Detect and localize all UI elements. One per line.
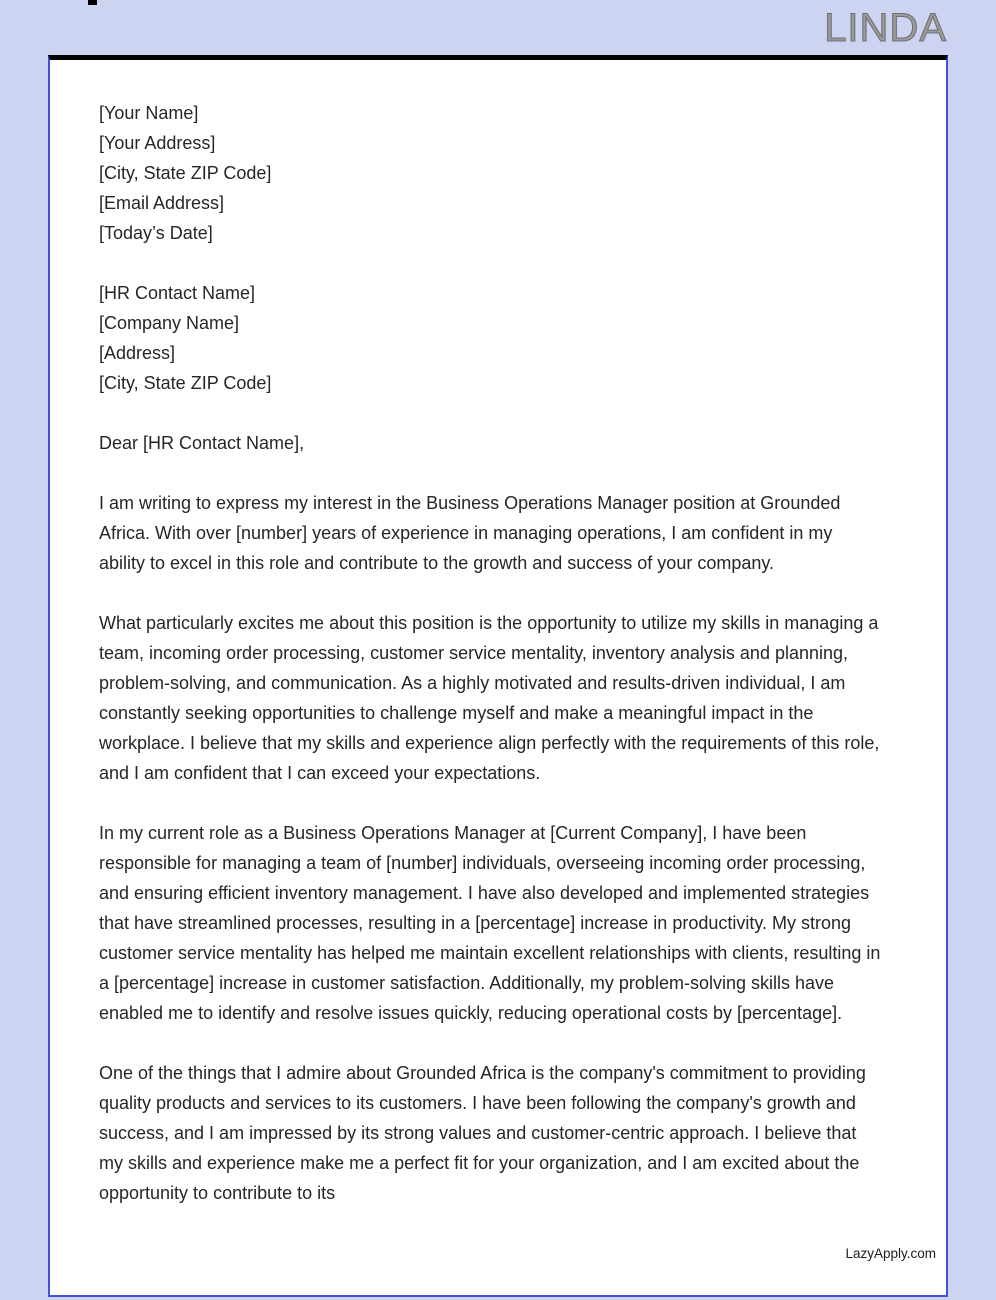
letter-page (48, 55, 948, 1297)
sender-address: [Your Address] (99, 133, 216, 153)
letter-date: [Today’s Date] (99, 223, 213, 243)
sender-city-state-zip: [City, State ZIP Code] (99, 163, 272, 183)
letter-paragraph-company-admiration: One of the things that I admire about Grounded Africa is the company's commitment to providing quality products and services to its customers. I have been following the company's growth and success, and I am impressed by its strong values and customer-centric approach. I believe that my skills and experience make me a perfect fit for your organization, and I am excited about the opportunity to contribute to its (99, 1063, 866, 1203)
letter-paragraph-motivation: What particularly excites me about this position is the opportunity to utilize my skills in managing a team, incoming order processing, customer service mentality, inventory analysis and planning, problem-solving, and communication. As a highly motivated and results-driven individual, I am constantly seeking opportunities to challenge myself and make a meaningful impact in the workplace. I believe that my skills and experience align perfectly with the requirements of this role, and I am confident that I can exceed your expectations. (99, 613, 880, 783)
brand-logo: LINDA (824, 6, 947, 50)
letter-content (50, 60, 941, 1208)
sender-name: [Your Name] (99, 103, 199, 123)
recipient-address-block (99, 278, 881, 398)
recipient-address: [Address] (99, 343, 176, 363)
salutation: Dear [HR Contact Name], (99, 433, 305, 453)
sender-email: [Email Address] (99, 193, 225, 213)
recipient-city-state-zip: [City, State ZIP Code] (99, 373, 272, 393)
sender-address-block (99, 98, 881, 248)
letter-paragraph-intro: I am writing to express my interest in the Business Operations Manager position at Grounded Africa. With over [number] years of experience in managing operations, I am confident in my ability to excel in this role and contribute to the growth and success of your company. (99, 493, 841, 573)
letter-paragraph-experience: In my current role as a Business Operations Manager at [Current Company], I have been responsible for managing a team of [number] individuals, overseeing incoming order processing, and ensuring efficient inventory management. I have also developed and implemented strategies that have streamlined processes, resulting in a [percentage] increase in productivity. My strong customer service mentality has helped me maintain excellent relationships with clients, resulting in a [percentage] increase in customer satisfaction. Additionally, my problem-solving skills have enabled me to identify and resolve issues quickly, reducing operational costs by [percentage]. (99, 823, 881, 1023)
recipient-company: [Company Name] (99, 313, 240, 333)
watermark-text: LazyApply.com (845, 1246, 936, 1261)
recipient-name: [HR Contact Name] (99, 283, 256, 303)
top-edge-mark (88, 0, 97, 5)
